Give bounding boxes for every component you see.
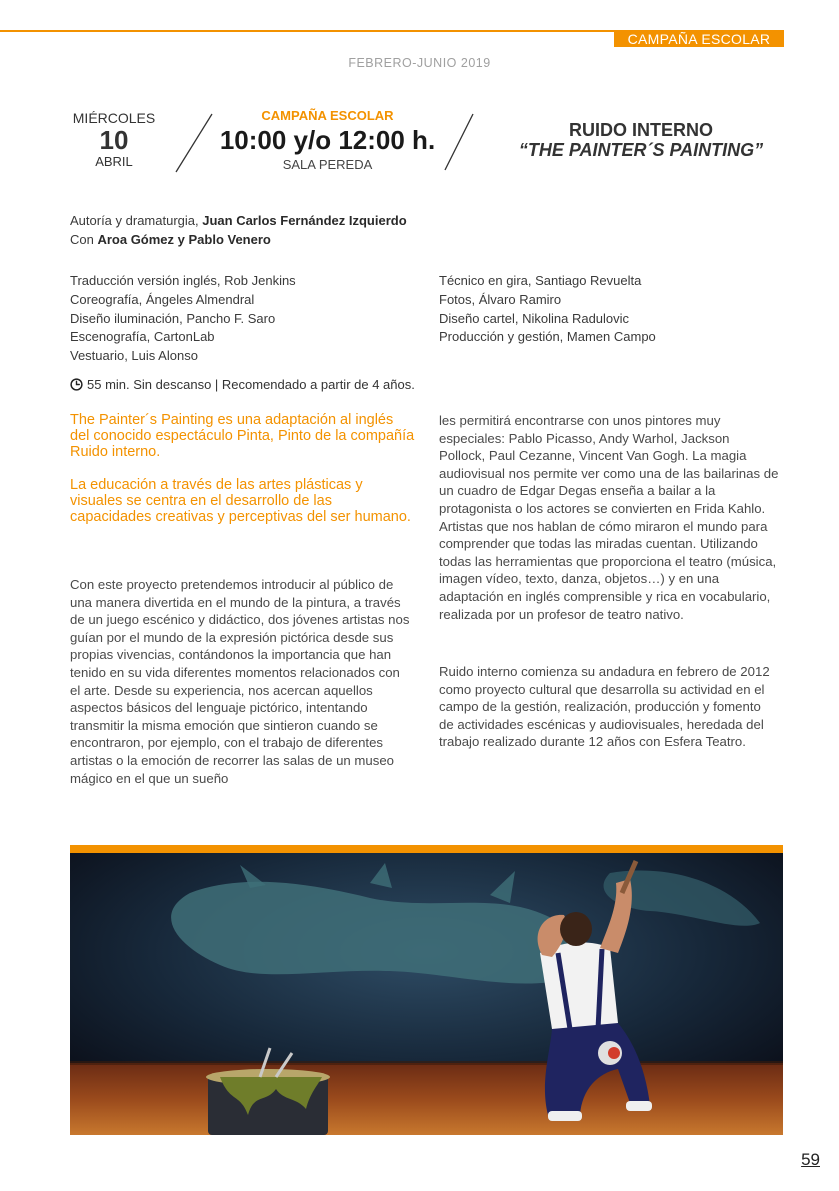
duration-row (70, 377, 415, 392)
credit-line: Fotos, Álvaro Ramiro (439, 291, 562, 307)
page-number: 59 (801, 1150, 820, 1169)
lead-paragraph: The Painter´s Painting es una adaptación al inglés del conocido espectáculo Pinta, Pinto de la compañía Ruido interno. (70, 412, 415, 461)
authorship-label: Autoría y dramaturgia, (70, 213, 203, 228)
body-paragraph: Con este proyecto pretendemos introducir al público de una manera divertida en el mundo de la pintura, a través de un juego escénico y didáctico, dos jóvenes artistas nos guían por el mundo de la expresión pictórica desde sus propias vivencias, contándonos la importancia que han tenido en su vida diferentes momentos relacionados con el arte. Desde su experiencia, nos acercan aquellos aspectos básicos del lenguaje pictórico, intentando transmitir la misma emoción que sintieron cuando se encontraron, por ejemplo, con el trabajo de diferentes artistas o la emoción de recorrer las salas de un museo mágico en el que un sueño (70, 577, 410, 786)
show-time: 10:00 y/o 12:00 h. (219, 125, 436, 155)
main-credits (70, 212, 407, 250)
cast-line (70, 231, 407, 250)
show-title: “THE PAINTER´S PAINTING” (518, 140, 764, 160)
credit-line: Diseño cartel, Nikolina Radulovic (439, 310, 630, 326)
cast-label: Con (70, 231, 98, 247)
credit-line: Técnico en gira, Santiago Revuelta (439, 273, 642, 288)
date-block (60, 110, 168, 169)
campaign-tag: CAMPAÑA ESCOLAR (261, 108, 394, 123)
authorship-line (70, 212, 407, 231)
weekday: MIÉRCOLES (72, 110, 156, 126)
divider-slash (443, 112, 487, 174)
credit-line: Diseño iluminación, Pancho F. Saro (70, 310, 276, 326)
stage-photo (70, 853, 783, 1135)
day-number: 10 (99, 125, 129, 155)
company-name: RUIDO INTERNO (569, 120, 713, 140)
section-tab: CAMPAÑA ESCOLAR (614, 31, 784, 47)
credits-left-column (70, 272, 296, 366)
venue: SALA PEREDA (282, 157, 373, 172)
stage-photo-illustration (70, 853, 783, 1135)
cast-names: Aroa Gómez y Pablo Venero (97, 231, 271, 247)
lead-paragraph: La educación a través de las artes plásticas y visuales se centra en el desarrollo de las capacidades creativas y perceptivas del ser humano. (70, 477, 411, 526)
body-paragraph: les permitirá encontrarse con unos pintores muy especiales: Pablo Picasso, Andy Warhol, Jackson Pollock, Paul Cezanne, Vincent Van Gogh. La magia audiovisual nos permite ver como una de las bailarinas de un cuadro de Edgar Degas enseña a bailar a la protagonista o los actores se convierten en Frida Kahlo. Artistas que nos hablan de cómo miraron el mundo para comprender que todas las miradas cuentan. Utilizando todas las herramientas que proporciona el teatro (música, imagen vídeo, texto, danza, objetos…) y en una adaptación en inglés comprensible y rica en vocabulario, realizada por un profesor de teatro nativo. (439, 413, 779, 622)
body-paragraph: Ruido interno comienza su andadura en febrero de 2012 como proyecto cultural que desarrolla su actividad en el campo de la gestión, realización, producción y fomento de actividades escénicas y audiovisuales, heredada del trabajo realizado durante 12 años con Esfera Teatro. (439, 664, 770, 750)
credits-right-column (439, 272, 656, 347)
credit-line: Coreografía, Ángeles Almendral (70, 291, 255, 307)
credit-line: Producción y gestión, Mamen Campo (439, 329, 656, 345)
show-title-block (482, 120, 800, 161)
month: ABRIL (95, 154, 133, 169)
credit-line: Escenografía, CartonLab (70, 329, 215, 345)
credit-line: Traducción versión inglés, Rob Jenkins (70, 273, 296, 288)
credit-line: Vestuario, Luis Alonso (70, 348, 198, 364)
period-label: FEBRERO-JUNIO 2019 (348, 56, 491, 70)
authorship-name: Juan Carlos Fernández Izquierdo (202, 213, 407, 228)
duration-text: 55 min. Sin descanso | Recomendado a partir de 4 años. (87, 377, 415, 392)
clock-icon (70, 378, 83, 391)
time-block (200, 108, 455, 173)
photo-top-band (70, 845, 783, 853)
